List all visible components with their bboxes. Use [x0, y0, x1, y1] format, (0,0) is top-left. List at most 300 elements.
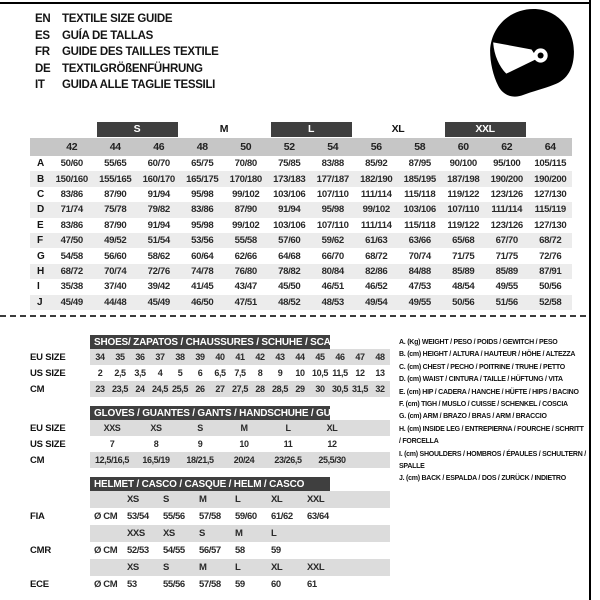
- measurement-value: 50/56: [539, 281, 562, 293]
- shoes-size-value: 43: [270, 349, 290, 365]
- measurement-value: 70/74: [94, 264, 138, 279]
- measurement-value: 41/45: [191, 281, 214, 293]
- measurement-value: 47/51: [224, 295, 268, 310]
- helmet-size-header: XXS: [125, 525, 161, 542]
- measurement-value: 78/82: [268, 264, 312, 279]
- measurement-value: 123/126: [490, 188, 523, 200]
- measurement-value: 115/118: [404, 219, 436, 231]
- measurement-value: 76/80: [224, 264, 268, 279]
- gloves-size-value: 11: [283, 439, 293, 449]
- helmet-standard-label: FIA: [30, 511, 45, 522]
- textile-size-table: [30, 121, 572, 310]
- measurement-value: 75/78: [94, 202, 138, 217]
- legend-item: D. (cm) WAIST / CINTURA / TAILLE / HÜFTUNG / VITA: [399, 376, 563, 384]
- measurement-letter: G: [37, 250, 45, 262]
- measurement-value: 150/160: [50, 171, 94, 186]
- helmet-size-value: 60: [271, 579, 281, 590]
- shoes-size-value: 13: [375, 368, 385, 378]
- measurement-value: 87/91: [529, 264, 573, 279]
- shoes-size-value: 36: [130, 349, 150, 365]
- legend-item: A. (Kg) WEIGHT / PESO / POIDS / GEWITCH / PESO: [399, 339, 558, 346]
- gloves-size-value: XXS: [90, 420, 134, 436]
- shoes-size-value: 28,5: [270, 381, 290, 397]
- measurement-value: 72/76: [137, 264, 181, 279]
- measurement-value: 65/75: [191, 158, 214, 170]
- helmet-size-header: L: [233, 491, 269, 508]
- helmet-size-value: 59: [271, 545, 281, 556]
- measurement-value: 49/54: [355, 295, 399, 310]
- measurement-value: 165/175: [181, 171, 225, 186]
- legend-item: I. (cm) SHOULDERS / HOMBROS / ÉPAULES / SCHULTERN / SPALLE: [399, 450, 586, 471]
- helmet-size-value: 54/55: [163, 545, 185, 556]
- measurement-value: 74/78: [181, 264, 225, 279]
- measurement-letter: F: [30, 233, 50, 248]
- gloves-size-value: 10: [239, 439, 249, 449]
- helmet-size-header: S: [161, 491, 197, 508]
- measurement-value: 155/165: [94, 171, 138, 186]
- shoes-size-value: 26: [190, 381, 210, 397]
- size-group-xl: [355, 121, 442, 138]
- measurement-row-h: [30, 264, 572, 279]
- measurement-value: 177/187: [311, 171, 355, 186]
- measurement-value: 71/75: [452, 250, 475, 262]
- size-group-label: S: [97, 122, 178, 137]
- language-title: TEXTILE SIZE GUIDE: [62, 13, 173, 25]
- measurement-value: 48/52: [268, 295, 312, 310]
- helmet-standard-label: CMR: [30, 545, 52, 556]
- gloves-table-title: GLOVES / GUANTES / GANTS / HANDSCHUHE / GUANTI: [90, 406, 330, 420]
- legend-item: B. (cm) HEIGHT / ALTURA / HAUTEUR / HÖHE / ALTEZZA: [399, 351, 576, 359]
- measurement-row-c: [30, 187, 572, 202]
- gloves-row: [30, 420, 390, 436]
- language-item: [35, 77, 219, 94]
- shoes-size-value: 10,5: [312, 368, 328, 378]
- measurement-value: 107/110: [316, 219, 349, 231]
- shoes-size-value: 29: [290, 381, 310, 397]
- shoes-size-value: 46: [330, 349, 350, 365]
- measurement-value: 173/183: [268, 171, 312, 186]
- helmet-size-header: M: [197, 559, 233, 576]
- measurement-value: 85/92: [365, 158, 388, 170]
- gloves-size-value: 12: [327, 439, 337, 449]
- helmet-size-value: 55/56: [163, 579, 185, 590]
- language-title: TEXTILGRÖßENFÜHRUNG: [62, 62, 203, 75]
- measurement-value: 107/110: [316, 188, 349, 200]
- helmet-value-row: [30, 508, 390, 525]
- helmet-size-value: 56/57: [199, 545, 221, 556]
- helmet-table-title: HELMET / CASCO / CASQUE / HELM / CASCO: [90, 477, 330, 491]
- measurement-row-g: [30, 248, 572, 263]
- measurement-value: 60/64: [191, 250, 214, 262]
- measurement-value: 39/42: [147, 281, 170, 293]
- legend: [399, 337, 587, 486]
- measurement-value: 190/200: [485, 171, 529, 186]
- diameter-unit-label: Ø CM: [94, 511, 118, 522]
- language-code: IT: [35, 79, 45, 92]
- shoes-row: [30, 365, 390, 381]
- helmet-size-value: 57/58: [199, 579, 221, 590]
- shoes-size-value: 32: [370, 381, 390, 397]
- diameter-unit-label: Ø CM: [94, 545, 118, 556]
- legend-item: G. (cm) ARM / BRAZO / BRAS / ARM / BRACCIO: [399, 413, 547, 421]
- measurement-value: 91/94: [268, 202, 312, 217]
- language-item: [35, 28, 219, 45]
- helmet-size-value: 59/60: [235, 511, 257, 522]
- measurement-value: 47/53: [408, 281, 431, 293]
- measurement-value: 83/86: [60, 219, 83, 231]
- shoes-size-value: 44: [290, 349, 310, 365]
- helmet-size-value: 55/56: [163, 511, 185, 522]
- measurement-value: 87/90: [104, 219, 127, 231]
- gloves-size-value: S: [178, 420, 222, 436]
- measurement-value: 190/200: [529, 171, 573, 186]
- shoes-size-value: 35: [110, 349, 130, 365]
- size-group-l: [268, 121, 355, 138]
- gloves-size-value: XL: [310, 420, 354, 436]
- measurement-value: 182/190: [355, 171, 399, 186]
- size-group-label: M: [219, 123, 229, 135]
- gloves-size-value: 8: [153, 439, 159, 449]
- gloves-block: [30, 406, 390, 468]
- gloves-size-value: 12,5/16,5: [90, 452, 134, 468]
- measurement-value: 111/114: [360, 188, 392, 200]
- shoes-size-value: 23,5: [110, 381, 130, 397]
- diameter-unit-label: Ø CM: [94, 579, 118, 590]
- gloves-row: [30, 452, 390, 468]
- accessory-tables: [30, 335, 390, 600]
- shoes-size-value: 31,5: [350, 381, 370, 397]
- helmet-size-header: XS: [125, 491, 161, 508]
- shoes-size-value: 30: [310, 381, 330, 397]
- measurement-value: 75/85: [278, 158, 301, 170]
- measurement-value: 68/72: [50, 264, 94, 279]
- measurement-value: 170/180: [224, 171, 268, 186]
- language-item: [35, 44, 219, 61]
- legend-item: J. (cm) BACK / ESPALDA / DOS / ZURÜCK / INDIETRO: [399, 475, 566, 483]
- helmet-size-header: L: [269, 525, 305, 542]
- size-column-header: 42: [50, 138, 94, 156]
- gloves-row: [30, 436, 390, 452]
- shoes-size-value: 5: [177, 368, 183, 378]
- gloves-row-label: EU SIZE: [30, 422, 66, 434]
- shoes-block: [30, 335, 390, 397]
- measurement-value: 46/50: [181, 295, 225, 310]
- measurement-value: 103/106: [273, 219, 306, 231]
- measurement-row-f: [30, 233, 572, 248]
- helmet-size-value: 58: [235, 545, 245, 556]
- size-column-header: 64: [529, 138, 573, 156]
- gloves-size-value: 18/21,5: [178, 452, 222, 468]
- measurement-value: 91/94: [147, 188, 170, 200]
- measurement-value: 70/74: [408, 250, 431, 262]
- shoes-size-value: 4: [157, 368, 163, 378]
- shoes-size-value: 10: [295, 368, 305, 378]
- shoes-row-label: US SIZE: [30, 367, 66, 379]
- measurement-value: 83/88: [321, 158, 344, 170]
- measurement-value: 68/72: [529, 233, 573, 248]
- measurement-value: 50/56: [442, 295, 486, 310]
- size-group-label: XXL: [445, 122, 526, 137]
- language-list: [35, 11, 219, 94]
- measurement-value: 68/72: [365, 250, 388, 262]
- gloves-size-value: L: [266, 420, 310, 436]
- helmet-size-header: XS: [161, 525, 197, 542]
- measurement-value: 85/89: [442, 264, 486, 279]
- measurement-value: 119/122: [447, 188, 480, 200]
- measurement-value: 87/90: [224, 202, 268, 217]
- measurement-value: 35/38: [60, 281, 83, 293]
- measurement-value: 85/89: [485, 264, 529, 279]
- measurement-value: 87/90: [104, 188, 127, 200]
- dashed-divider: [0, 315, 590, 317]
- measurement-value: 45/49: [50, 295, 94, 310]
- measurement-value: 123/126: [490, 219, 523, 231]
- measurement-row-e: [30, 218, 572, 233]
- shoes-size-value: 40: [210, 349, 230, 365]
- measurement-letter: I: [37, 281, 40, 293]
- measurement-value: 53/56: [181, 233, 225, 248]
- measurement-value: 95/98: [191, 188, 214, 200]
- language-title: GUIDE DES TAILLES TEXTILE: [62, 46, 219, 59]
- measurement-value: 87/95: [408, 158, 431, 170]
- measurement-letter: C: [37, 188, 44, 200]
- measurement-value: 44/48: [94, 295, 138, 310]
- gloves-row-label: CM: [30, 454, 45, 466]
- shoes-size-value: 38: [170, 349, 190, 365]
- shoes-size-value: 41: [230, 349, 250, 365]
- measurement-letter: A: [37, 158, 44, 170]
- shoes-row-label: EU SIZE: [30, 351, 66, 363]
- shoes-size-value: 47: [350, 349, 370, 365]
- gloves-table-rows: [30, 420, 390, 468]
- shoes-size-value: 34: [90, 349, 110, 365]
- size-group-xxl: [442, 121, 529, 138]
- shoes-size-value: 45: [310, 349, 330, 365]
- gloves-size-value: 16,5/19: [134, 452, 178, 468]
- measurement-row-a: [30, 156, 572, 171]
- language-title: GUIDA ALLE TAGLIE TESSILI: [62, 79, 216, 92]
- measurement-value: 103/106: [398, 202, 442, 217]
- measurement-value: 71/75: [495, 250, 518, 262]
- helmet-size-header: S: [197, 525, 233, 542]
- measurement-value: 103/106: [273, 188, 306, 200]
- measurement-value: 55/65: [104, 158, 127, 170]
- measurement-value: 60/70: [147, 158, 170, 170]
- measurement-value: 49/55: [495, 281, 518, 293]
- legend-item: C. (cm) CHEST / PECHO / POITRINE / TRUHE / PETTO: [399, 363, 566, 371]
- measurement-value: 67/70: [485, 233, 529, 248]
- language-code: DE: [35, 62, 51, 75]
- shoes-size-value: 48: [370, 349, 390, 365]
- helmet-size-row: [30, 525, 390, 542]
- legend-item: H. (cm) INSIDE LEG / ENTREPIERNA / FOURCHE / SCHRITT / FORCELLA: [399, 425, 584, 446]
- measurement-value: 72/76: [539, 250, 562, 262]
- measurement-value: 43/47: [234, 281, 257, 293]
- shoes-size-value: 28: [250, 381, 270, 397]
- shoes-row: [30, 381, 390, 397]
- measurement-value: 99/102: [232, 188, 260, 200]
- shoes-size-value: 39: [190, 349, 210, 365]
- gloves-row-label: US SIZE: [30, 438, 66, 450]
- size-column-header: 60: [442, 138, 486, 156]
- gloves-size-value: 20/24: [222, 452, 266, 468]
- measurement-value: 52/58: [529, 295, 573, 310]
- measurement-value: 185/195: [398, 171, 442, 186]
- shoes-size-value: 11,5: [332, 368, 348, 378]
- measurement-value: 37/40: [104, 281, 127, 293]
- measurement-value: 65/68: [442, 233, 486, 248]
- helmet-size-row: [30, 559, 390, 576]
- measurement-value: 51/56: [485, 295, 529, 310]
- shoes-size-value: 42: [250, 349, 270, 365]
- measurement-row-d: [30, 202, 572, 217]
- helmet-standard-label: ECE: [30, 579, 49, 590]
- measurement-value: 90/100: [449, 158, 477, 170]
- measurement-value: 107/110: [442, 202, 486, 217]
- measurement-value: 127/130: [534, 188, 567, 200]
- size-group-label: XL: [391, 123, 405, 135]
- measurement-value: 99/102: [232, 219, 260, 231]
- language-code: EN: [35, 13, 51, 25]
- helmet-size-value: 61: [307, 579, 317, 590]
- shoes-table-rows: [30, 349, 390, 397]
- shoes-size-value: 8: [257, 368, 263, 378]
- measurement-value: 64/68: [278, 250, 301, 262]
- language-title: GUÍA DE TALLAS: [62, 29, 153, 42]
- racing-helmet-icon: [479, 5, 580, 106]
- shoes-size-value: 37: [150, 349, 170, 365]
- measurement-value: 95/98: [311, 202, 355, 217]
- size-group-label: L: [271, 122, 352, 137]
- helmet-size-value: 63/64: [307, 511, 329, 522]
- shoes-size-value: 6,5: [214, 368, 226, 378]
- right-rule: [589, 0, 591, 600]
- measurement-value: 99/102: [355, 202, 399, 217]
- measurement-value: 111/114: [360, 219, 392, 231]
- size-column-header: 44: [94, 138, 138, 156]
- measurement-value: 56/60: [104, 250, 127, 262]
- helmet-size-value: 52/53: [127, 545, 149, 556]
- measurement-value: 59/62: [311, 233, 355, 248]
- measurement-value: 115/118: [404, 188, 436, 200]
- shoes-size-value: 27,5: [230, 381, 250, 397]
- measurement-value: 70/80: [234, 158, 257, 170]
- helmet-size-header: S: [161, 559, 197, 576]
- measurement-value: 55/58: [224, 233, 268, 248]
- size-column-header: 50: [224, 138, 268, 156]
- shoes-row: [30, 349, 390, 365]
- helmet-size-header: [305, 525, 341, 542]
- shoes-size-value: 27: [210, 381, 230, 397]
- size-column-header: 62: [485, 138, 529, 156]
- measurement-value: 84/88: [398, 264, 442, 279]
- gloves-size-value: 23/26,5: [266, 452, 310, 468]
- measurement-value: 46/52: [365, 281, 388, 293]
- shoes-size-value: 24,5: [150, 381, 170, 397]
- helmet-value-row: [30, 576, 390, 593]
- helmet-size-header: XS: [125, 559, 161, 576]
- measurement-value: 95/100: [493, 158, 521, 170]
- size-group-m: [181, 121, 268, 138]
- measurement-value: 48/54: [452, 281, 475, 293]
- gloves-size-value: M: [222, 420, 266, 436]
- measurement-letter: E: [37, 219, 44, 231]
- measurement-value: 79/82: [137, 202, 181, 217]
- size-group-s: [94, 121, 181, 138]
- language-item: [35, 11, 219, 28]
- language-item: [35, 61, 219, 78]
- helmet-size-header: M: [197, 491, 233, 508]
- measurement-value: 57/60: [268, 233, 312, 248]
- measurement-value: 47/50: [50, 233, 94, 248]
- measurement-row-j: [30, 295, 572, 310]
- measurement-value: 50/60: [60, 158, 83, 170]
- measurement-value: 187/198: [442, 171, 486, 186]
- shoes-size-value: 23: [90, 381, 110, 397]
- helmet-size-value: 53: [127, 579, 137, 590]
- helmet-size-header: L: [233, 559, 269, 576]
- measurement-value: 127/130: [534, 219, 567, 231]
- measurement-value: 83/86: [60, 188, 83, 200]
- gloves-size-value: 7: [109, 439, 115, 449]
- shoes-size-value: 25,5: [170, 381, 190, 397]
- measurement-value: 45/49: [137, 295, 181, 310]
- measurement-value: 63/66: [398, 233, 442, 248]
- helmet-block: [30, 477, 390, 593]
- measurement-value: 49/52: [94, 233, 138, 248]
- helmet-size-header: M: [233, 525, 269, 542]
- measurement-value: 46/51: [321, 281, 344, 293]
- shoes-size-value: 3,5: [134, 368, 146, 378]
- measurement-value: 115/119: [529, 202, 573, 217]
- size-column-header: 46: [137, 138, 181, 156]
- measurement-value: 80/84: [311, 264, 355, 279]
- shoes-size-value: 7,5: [234, 368, 246, 378]
- helmet-size-header: XXL: [305, 491, 341, 508]
- shoes-size-value: 30,5: [330, 381, 350, 397]
- shoes-size-value: 6: [197, 368, 203, 378]
- helmet-table-rows: [30, 491, 390, 593]
- measurement-value: 71/74: [50, 202, 94, 217]
- language-code: FR: [35, 46, 50, 59]
- shoes-size-value: 9: [277, 368, 283, 378]
- helmet-size-value: 57/58: [199, 511, 221, 522]
- measurement-row-b: [30, 171, 572, 186]
- top-rule: [0, 2, 591, 4]
- helmet-size-header: XXL: [305, 559, 341, 576]
- size-number-row: [30, 138, 572, 156]
- gloves-size-value: 9: [197, 439, 203, 449]
- helmet-value-row: [30, 542, 390, 559]
- measurement-value: 58/62: [147, 250, 170, 262]
- measurement-value: 105/115: [534, 158, 567, 170]
- size-column-header: 56: [355, 138, 399, 156]
- size-column-header: 58: [398, 138, 442, 156]
- measurement-row-i: [30, 279, 572, 294]
- measurement-value: 66/70: [321, 250, 344, 262]
- helmet-size-header: XL: [269, 491, 305, 508]
- measurement-value: 45/50: [278, 281, 301, 293]
- measurement-value: 83/86: [181, 202, 225, 217]
- helmet-size-row: [30, 491, 390, 508]
- shoes-size-value: 12: [355, 368, 365, 378]
- gloves-size-value: 25,5/30: [310, 452, 354, 468]
- size-column-header: 48: [181, 138, 225, 156]
- size-column-header: 54: [311, 138, 355, 156]
- gloves-size-value: XS: [134, 420, 178, 436]
- shoes-size-value: 2: [97, 368, 103, 378]
- measurement-value: 62/66: [234, 250, 257, 262]
